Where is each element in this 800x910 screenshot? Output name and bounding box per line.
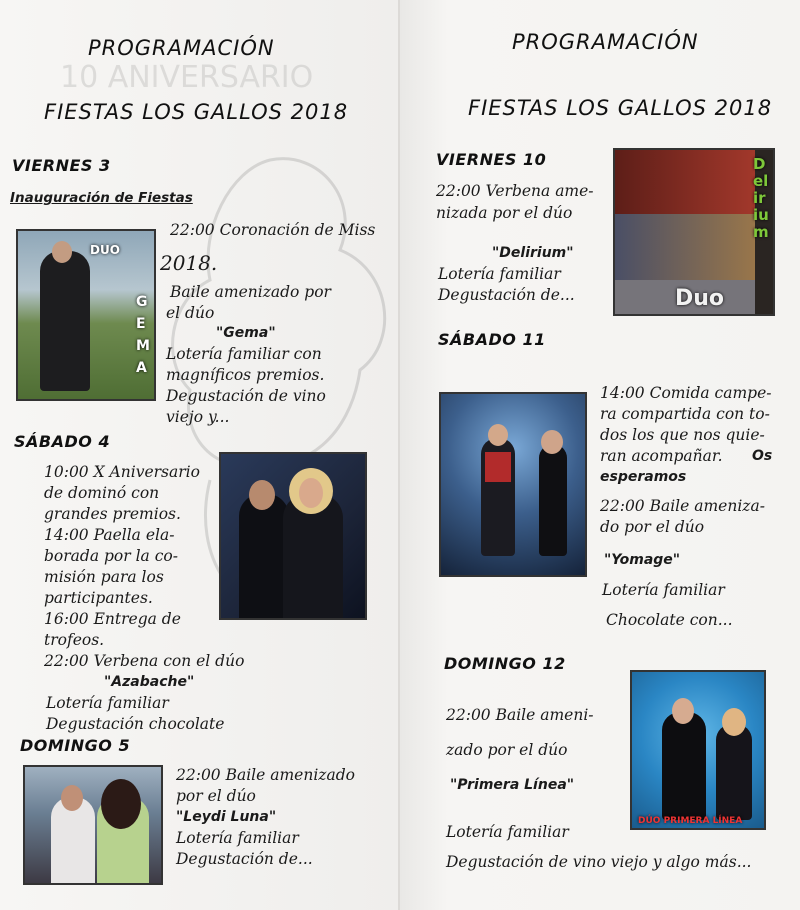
event-line: participantes. (44, 589, 153, 607)
event-line: grandes premios. (44, 505, 181, 523)
man-silhouette (239, 494, 289, 620)
man-red-shirt (485, 452, 511, 482)
photo-duo-azabache (219, 452, 367, 620)
photo-duo-leydi-luna (23, 765, 163, 885)
woman-head (722, 708, 746, 736)
event-line: 2018. (160, 251, 218, 275)
event-line: 16:00 Entrega de (44, 610, 181, 628)
event-line: 14:00 Comida campe- (600, 384, 772, 402)
photo-duo-delirium (613, 148, 775, 316)
photo-label-duo: Duo (675, 286, 725, 311)
woman-silhouette (716, 724, 752, 820)
day-heading-domingo-5: DOMINGO 5 (20, 736, 131, 755)
event-line-esperamos: esperamos (600, 469, 687, 485)
event-line: Degustación de... (438, 286, 575, 304)
event-line: Lotería familiar (446, 823, 569, 841)
event-line: 22:00 Verbena ame- (436, 182, 594, 200)
event-line: Degustación de vino (166, 387, 326, 405)
event-line: Lotería familiar (46, 694, 169, 712)
band-name-delirium: "Delirium" (492, 245, 574, 261)
photo-duo-primera-linea (630, 670, 766, 830)
band-name-yomage: "Yomage" (604, 552, 681, 568)
man-silhouette (662, 712, 706, 820)
day-heading-viernes-10: VIERNES 10 (436, 150, 547, 169)
event-line: ra compartida con to- (600, 405, 770, 423)
event-line: 22:00 Verbena con el dúo (44, 652, 245, 670)
photo-label-delirium: Delirium (753, 155, 769, 241)
woman-hair (101, 779, 141, 829)
event-line: Degustación de... (176, 850, 313, 868)
page-title-line1: PROGRAMACIÓN (512, 30, 699, 54)
event-line: Lotería familiar (438, 265, 561, 283)
page-title-line2: FIESTAS LOS GALLOS 2018 (468, 96, 773, 120)
event-line: nizada por el dúo (436, 204, 573, 222)
event-line: magníficos premios. (166, 366, 325, 384)
bleed-through-text: 10 ANIVERSARIO (60, 60, 314, 95)
right-page (400, 0, 800, 910)
man-head (61, 785, 83, 811)
man-head (488, 424, 508, 446)
couple-silhouette (40, 251, 90, 391)
event-line: Lotería familiar (602, 581, 725, 599)
event-line-os: Os (752, 448, 773, 464)
photo-duo-yomage (439, 392, 587, 577)
event-line: 22:00 Baile ameni- (446, 706, 594, 724)
event-line: Lotería familiar (176, 829, 299, 847)
event-line: zado por el dúo (446, 741, 568, 759)
band-name-primera-linea: "Primera Línea" (450, 777, 575, 793)
man-head (672, 698, 694, 724)
band-name-azabache: "Azabache" (104, 674, 195, 690)
woman-head (541, 430, 563, 454)
event-line: viejo y... (166, 408, 230, 426)
event-line: Lotería familiar con (166, 345, 322, 363)
event-line: 22:00 Baile ameniza- (600, 497, 765, 515)
event-line: Baile amenizado por (170, 283, 331, 301)
woman-face (299, 478, 323, 508)
event-line: 10:00 X Aniversario (44, 463, 200, 481)
event-line: dos los que nos quie- (600, 426, 765, 444)
day-heading-sabado-11: SÁBADO 11 (438, 330, 546, 349)
day-heading-domingo-12: DOMINGO 12 (444, 654, 566, 673)
event-line: el dúo (166, 304, 215, 322)
band-name-gema: "Gema" (216, 325, 276, 341)
event-line: misión para los (44, 568, 164, 586)
event-line: por el dúo (176, 787, 256, 805)
event-line: borada por la co- (44, 547, 178, 565)
band-photo-middle (615, 214, 755, 280)
event-line: 14:00 Paella ela- (44, 526, 175, 544)
person-head (52, 241, 72, 263)
event-line: 22:00 Coronación de Miss (170, 221, 376, 239)
photo-duo-gema (16, 229, 156, 401)
photo-label-gema: GEMA (136, 294, 150, 376)
event-line: trofeos. (44, 631, 105, 649)
event-line: Degustación de vino viejo y algo más... (446, 853, 752, 871)
photo-label-primera-linea: DÚO PRIMERA LÍNEA (638, 816, 743, 826)
event-line: 22:00 Baile amenizado (176, 766, 355, 784)
day-heading-sabado-4: SÁBADO 4 (14, 432, 111, 451)
page-title-line2: FIESTAS LOS GALLOS 2018 (44, 100, 349, 124)
day-heading-viernes-3: VIERNES 3 (12, 156, 111, 175)
section-subtitle: Inauguración de Fiestas (10, 190, 193, 206)
page-title-line1: PROGRAMACIÓN (88, 36, 275, 60)
photo-label-duo: DUO (90, 243, 120, 257)
event-line: Chocolate con... (606, 611, 733, 629)
band-name-leydi-luna: "Leydi Luna" (176, 809, 277, 825)
band-photo-top (615, 150, 755, 214)
event-line: ran acompañar. (600, 447, 723, 465)
event-line: do por el dúo (600, 518, 705, 536)
event-line: Degustación chocolate (46, 715, 225, 733)
man-head (249, 480, 275, 510)
woman-silhouette (539, 444, 567, 556)
event-line: de dominó con (44, 484, 160, 502)
